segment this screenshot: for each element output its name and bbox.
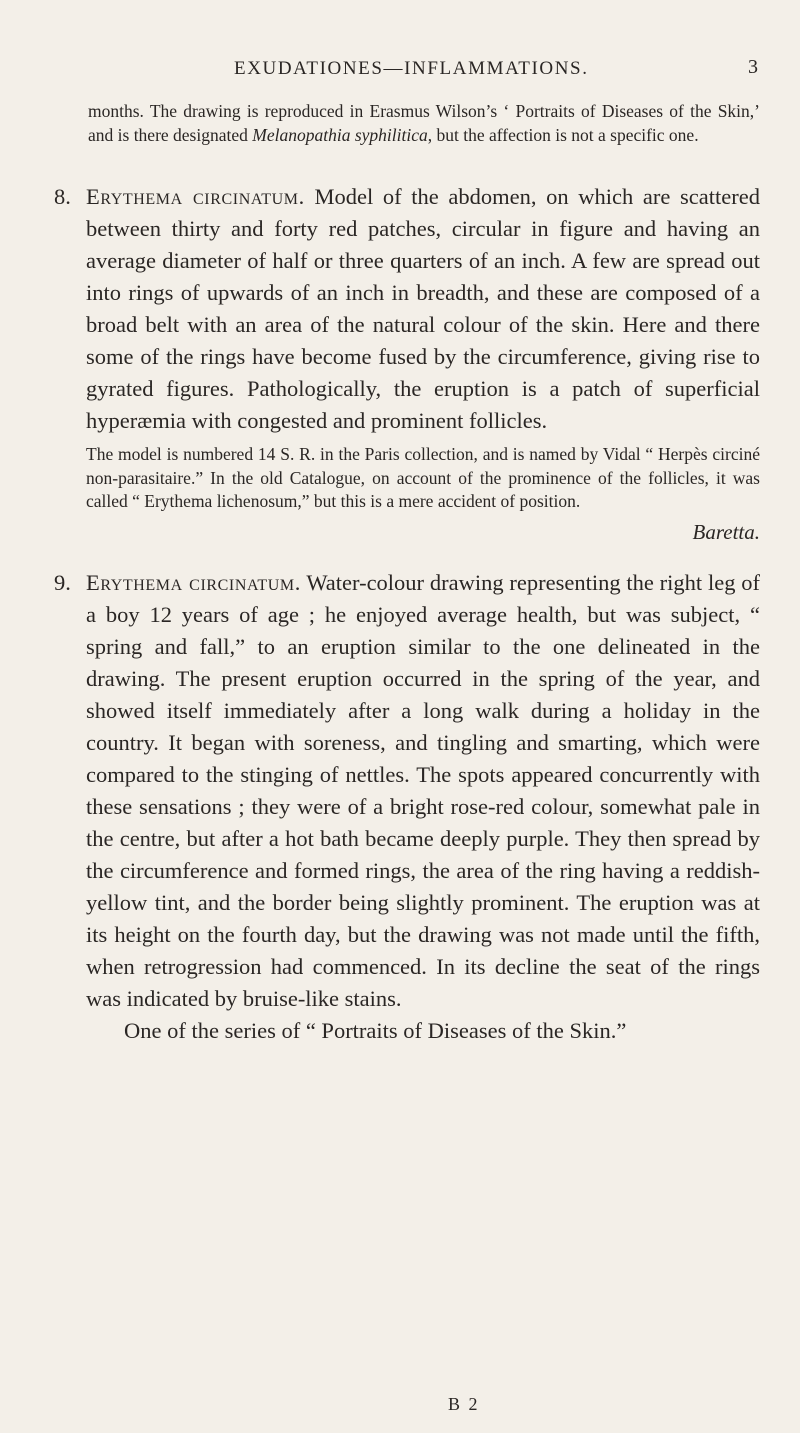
running-head: [54, 48, 760, 80]
page-number: 3: [748, 56, 758, 78]
entry-9: [54, 567, 760, 1047]
intro-text-end: , but the affection is not a specific one.: [427, 124, 699, 145]
entry-8: [54, 181, 760, 545]
running-head-title: EXUDATIONES—INFLAMMATIONS.: [234, 58, 589, 79]
intro-text-start: months. The drawing is reproduced in Erasmus Wilson’s ‘ Portraits of Diseases of the Skin,’ and is there designated: [88, 101, 760, 145]
intro-paragraph: [54, 100, 760, 147]
entry-note: The model is numbered 14 S. R. in the Paris collection, and is named by Vidal “ Herpès circiné non-parasitaire.” In the old Catalogue, on account of the prominence of the follicles, it was called “ Erythema lichenosum,” but this is a mere accident of position.: [86, 444, 760, 511]
entry-number: 9.: [54, 569, 71, 595]
entry-body: [54, 567, 760, 1015]
entry-text: Model of the abdomen, on which are scattered between thirty and forty red patches, circular in figure and having an average diameter of half or three quarters of an inch. A few are spread out into rings of upwards of an inch in breadth, and these are composed of a broad belt with an area of the natural colour of the skin. Here and there some of the rings have become fused by the circumference, giving rise to gyrated figures. Pathologically, the eruption is a patch of superficial hyperæmia with congested and prominent follicles.: [86, 184, 760, 433]
entry-heading: Erythema circinatum.: [86, 569, 301, 595]
entry-heading: Erythema circinatum.: [86, 184, 305, 209]
entry-number: 8.: [54, 184, 71, 209]
entry-closing: One of the series of “ Portraits of Diseases of the Skin.”: [124, 1017, 627, 1043]
entry-attribution: Baretta.: [692, 519, 760, 544]
signature-mark: B 2: [448, 1394, 480, 1414]
entry-text: Water-colour drawing representing the right leg of a boy 12 years of age ; he enjoyed average health, but was subject, “ spring and fall,” to an eruption similar to the one delineated in the drawing. The present eruption occurred in the spring of the year, and showed itself immediately after a long walk during a holiday in the country. It began with soreness, and tingling and smarting, which were compared to the stinging of nettles. The spots appeared concurrently with these sensations ; they were of a bright rose-red colour, somewhat pale in the centre, but after a hot bath became deeply purple. They then spread by the circumference and formed rings, the area of the ring having a reddish-yellow tint, and the border being slightly prominent. The eruption was at its height on the fourth day, but the drawing was not made until the fifth, when retrogression had commenced. In its decline the seat of the rings was indicated by bruise-like stains.: [86, 569, 761, 1011]
entry-body: [54, 181, 760, 437]
page: [54, 48, 760, 1047]
intro-italic-term: Melanopathia syphilitica: [252, 124, 428, 145]
